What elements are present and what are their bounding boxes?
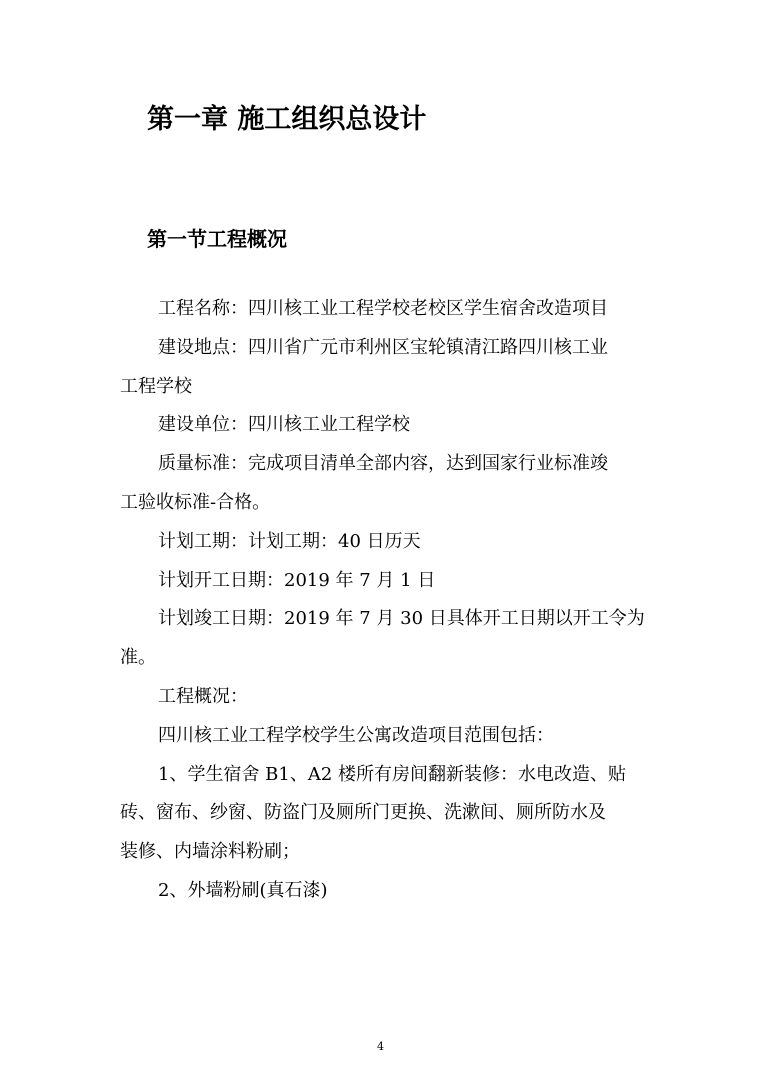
paragraph-owner [120,406,640,445]
chapter-title: 第一章 施工组织总设计 [147,104,427,135]
text-line: 工程概况： [158,685,248,707]
text-line: 砖、窗布、纱窗、防盗门及厕所门更换、洗漱间、厕所防水及 [120,802,606,824]
paragraph-overview-label [120,678,640,717]
text-line: 工程名称：四川核工业工程学校老校区学生宿舍改造项目 [158,298,608,319]
text-line: 质量标准：完成项目清单全部内容，达到国家行业标准竣 [158,453,608,475]
body-text [120,290,645,911]
paragraph-location [120,329,640,407]
text-line: 装修、内墙涂料粉刷； [120,841,300,863]
text-line: 计划开工日期：2019 年 7 月 1 日 [158,569,436,591]
text-line: 计划竣工日期：2019 年 7 月 30 日具体开工日期以开工令为 [158,608,645,630]
paragraph-scope-item-1 [120,756,640,872]
section-title: 第一节工程概况 [147,227,287,251]
paragraph-duration [120,523,640,562]
text-line: 计划工期：计划工期：40 日历天 [158,530,421,552]
paragraph-scope-intro [120,717,640,756]
text-line: 工程学校 [120,375,192,397]
text-line: 2、外墙粉刷(真石漆) [158,879,328,901]
paragraph-start-date [120,562,640,601]
text-line: 建设地点：四川省广元市利州区宝轮镇清江路四川核工业 [158,336,608,358]
paragraph-scope-item-2 [120,872,640,911]
page-number: 4 [377,1040,384,1053]
paragraph-quality [120,445,640,523]
paragraph-project-name [120,290,640,329]
text-line: 准。 [120,647,156,669]
text-line: 1、学生宿舍 B1、A2 楼所有房间翻新装修：水电改造、贴 [158,763,627,785]
text-line: 四川核工业工程学校学生公寓改造项目范围包括： [158,724,554,746]
paragraph-end-date [120,600,645,678]
text-line: 建设单位：四川核工业工程学校 [158,414,410,436]
text-line: 工验收标准-合格。 [120,491,271,513]
